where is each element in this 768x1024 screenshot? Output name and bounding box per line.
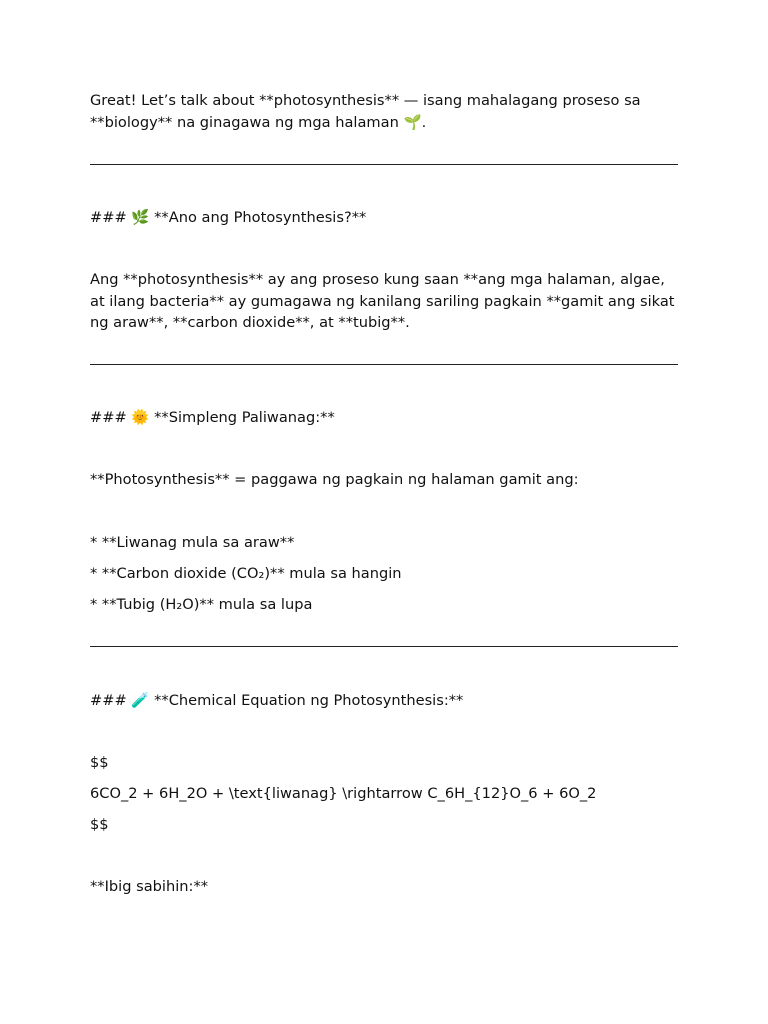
section-heading-simple-explanation: ### 🌞 **Simpleng Paliwanag:** [90, 409, 335, 426]
math-delimiter-close: $$ [90, 816, 109, 833]
intro-paragraph: Great! Let’s talk about **photosynthesis** — isang mahalagang proseso sa **biology** na ginagawa ng mga halaman 🌱. [90, 92, 646, 131]
bullet-item-light: * **Liwanag mula sa araw** [90, 534, 295, 551]
divider [90, 364, 678, 365]
section-heading-chemical-equation: ### 🧪 **Chemical Equation ng Photosynthesis:** [90, 692, 464, 709]
section-heading-photosynthesis: ### 🌿 **Ano ang Photosynthesis?** [90, 209, 367, 226]
simple-definition-text: **Photosynthesis** = paggawa ng pagkain ng halaman gamit ang: [90, 471, 579, 488]
bullet-item-water: * **Tubig (H₂O)** mula sa lupa [90, 596, 313, 613]
math-delimiter-open: $$ [90, 754, 109, 771]
divider [90, 164, 678, 165]
definition-paragraph: Ang **photosynthesis** ay ang proseso kung saan **ang mga halaman, algae, at ilang bacteria** ay gumagawa ng kanilang sariling pagkain **gamit ang sikat ng araw**, **carbon dioxide**, at **tubig**. [90, 271, 680, 331]
bullet-item-carbon-dioxide: * **Carbon dioxide (CO₂)** mula sa hangin [90, 565, 402, 582]
meaning-label: **Ibig sabihin:** [90, 878, 209, 895]
divider [90, 646, 678, 647]
chemical-equation: 6CO_2 + 6H_2O + \text{liwanag} \rightarrow C_6H_{12}O_6 + 6O_2 [90, 785, 597, 802]
